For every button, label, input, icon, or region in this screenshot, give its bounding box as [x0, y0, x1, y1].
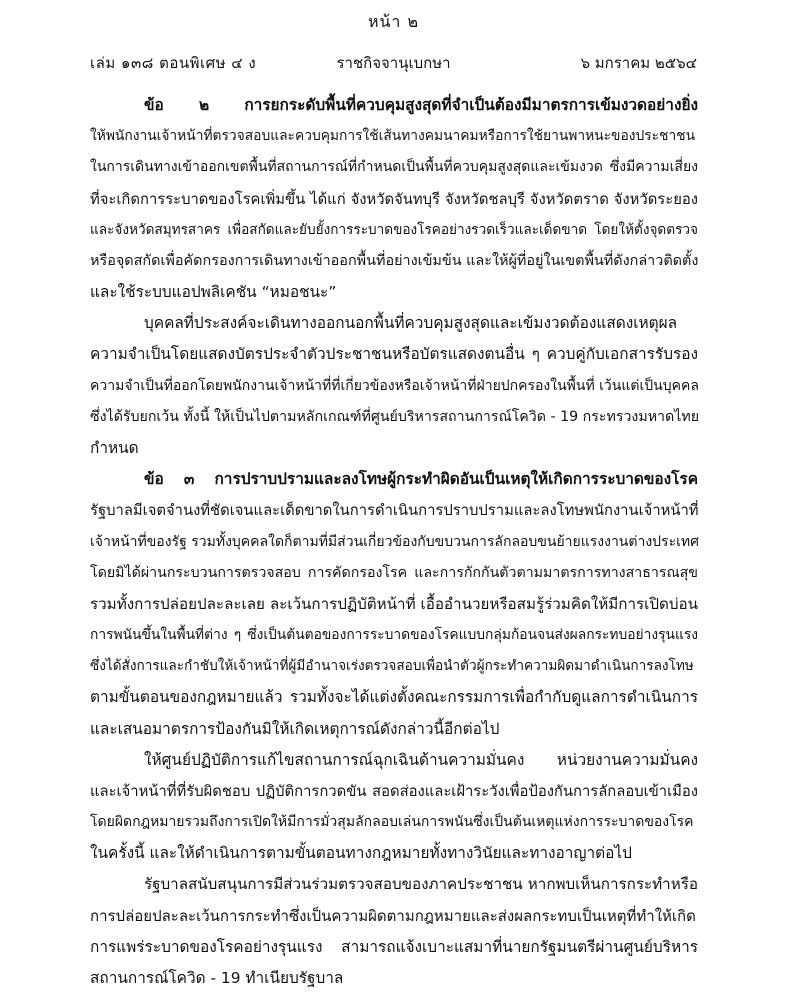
text-line: รวมทั้งการปล่อยปละละเลย ละเว้นการปฏิบัติหน้าที่ เอื้ออำนวยหรือสมรู้ร่วมคิดให้มีการเปิดบ่อน	[90, 595, 698, 613]
text-line: รัฐบาลมีเจตจำนงที่ชัดเจนและเด็ดขาดในการดำเนินการปราบปรามและลงโทษพนักงานเจ้าหน้าที่	[90, 502, 699, 519]
page-number: หน้า ๒	[367, 12, 420, 31]
text-line: กำหนด	[90, 439, 139, 457]
text-line: ให้ศูนย์ปฏิบัติการแก้ไขสถานการณ์ฉุกเฉินด้านความมั่นคง หน่วยงานความมั่นคง	[144, 751, 698, 769]
text-line: การปล่อยปละละเว้นการกระทำซึ่งเป็นความผิดตามกฎหมายและส่งผลกระทบเป็นเหตุที่ทำให้เกิด	[90, 907, 696, 925]
text-line: ให้พนักงานเจ้าหน้าที่ตรวจสอบและควบคุมการใช้เส้นทางคมนาคมหรือการใช้ยานพาหนะของประชาชน	[90, 128, 695, 144]
text-line: และจังหวัดสมุทรสาคร เพื่อสกัดและยับยั้งการระบาดของโรคอย่างรวดเร็วและเด็ดขาด โดยให้ตั้งจุดตรวจ	[90, 222, 698, 238]
text-line: โดยผิดกฎหมายรวมถึงการเปิดให้มีการมั่วสุมลักลอบเล่นการพนันซึ่งเป็นต้นเหตุแห่งการระบาดของโรค	[90, 814, 694, 830]
clause-2-heading: ข้อ ๒ การยกระดับพื้นที่ควบคุมสูงสุดที่จำเป็นต้องมีมาตรการเข้มงวดอย่างยิ่ง	[144, 96, 698, 114]
text-line: ที่จะเกิดการระบาดของโรคเพิ่มขึ้น ได้แก่ จังหวัดจันทบุรี จังหวัดชลบุรี จังหวัดตราด จังหวัดระยอง	[90, 191, 698, 208]
text-line: ในการเดินทางเข้าออกเขตพื้นที่สถานการณ์ที่กำหนดเป็นพื้นที่ควบคุมสูงสุดและเข้มงวด ซึ่งมีความเสี่ยง	[90, 159, 698, 175]
text-line: ในครั้งนี้ และให้ดำเนินการตามขั้นตอนทางกฎหมายทั้งทางวินัยและทางอาญาต่อไป	[90, 844, 632, 862]
text-line: โดยมิได้ผ่านกระบวนการตรวจสอบ การคัดกรองโรค และการกักกันตัวตามมาตรการทางสาธารณสุข	[90, 565, 698, 581]
text-line: การแพร่ระบาดของโรคอย่างรุนแรง สามารถแจ้งเบาะแสมาที่นายกรัฐมนตรีผ่านศูนย์บริหาร	[90, 938, 698, 956]
text-line: ความจำเป็นโดยแสดงบัตรประจำตัวประชาชนหรือบัตรแสดงตนอื่น ๆ ควบคู่กับเอกสารรับรอง	[90, 345, 698, 363]
text-line: การพนันขึ้นในพื้นที่ต่าง ๆ ซึ่งเป็นต้นตอของการระบาดของโรคแบบกลุ่มก้อนจนส่งผลกระทบอย่างรุนแรง	[90, 627, 698, 643]
text-line: หรือจุดสกัดเพื่อคัดกรองการเดินทางเข้าออกพื้นที่อย่างเข้มข้น และให้ผู้ที่อยู่ในเขตพื้นที่ดังกล่าวติดตั้ง	[90, 253, 699, 269]
text-line: ซึ่งได้รับยกเว้น ทั้งนี้ ให้เป็นไปตามหลักเกณฑ์ที่ศูนย์บริหารสถานการณ์โควิด - 19 กระทรวงมหาดไทย	[90, 409, 700, 425]
text-line: ซึ่งได้สั่งการและกำชับให้เจ้าหน้าที่ผู้มีอำนาจเร่งตรวจสอบเพื่อนำตัวผู้กระทำความผิดมาดำเนินการลงโทษ	[90, 658, 694, 674]
text-line: ตามขั้นตอนของกฎหมายแล้ว รวมทั้งจะได้แต่งตั้งคณะกรรมการเพื่อกำกับดูแลการดำเนินการ	[90, 688, 698, 706]
text-line: และใช้ระบบแอปพลิเคชัน “หมอชนะ”	[90, 283, 337, 301]
text-line: และเจ้าหน้าที่ที่รับผิดชอบ ปฏิบัติการกวดขัน สอดส่องและเฝ้าระวังเพื่อป้องกันการลักลอบเข้าเมือง	[90, 783, 698, 800]
text-line: รัฐบาลสนับสนุนการมีส่วนร่วมตรวจสอบของภาคประชาชน หากพบเห็นการกระทำหรือ	[144, 875, 698, 893]
text-line: และเสนอมาตรการป้องกันมิให้เกิดเหตุการณ์ดังกล่าวนี้อีกต่อไป	[90, 720, 500, 738]
gazette-volume: เล่ม ๑๓๘ ตอนพิเศษ ๔ ง	[90, 54, 257, 72]
gazette-date: ๖ มกราคม ๒๕๖๔	[580, 54, 697, 72]
text-line: สถานการณ์โควิด - 19 ทำเนียบรัฐบาล	[90, 969, 344, 987]
gazette-title: ราชกิจจานุเบกษา	[336, 54, 451, 72]
clause-3-heading: ข้อ ๓ การปราบปรามและลงโทษผู้กระทำผิดอันเป็นเหตุให้เกิดการระบาดของโรค	[144, 470, 698, 488]
text-line: เจ้าหน้าที่ของรัฐ รวมทั้งบุคคลใดก็ตามที่มีส่วนเกี่ยวข้องกับขบวนการลักลอบขนย้ายแรงงานต่างประเทศ	[90, 534, 699, 550]
text-line: ความจำเป็นที่ออกโดยพนักงานเจ้าหน้าที่ที่เกี่ยวข้องหรือเจ้าหน้าที่ฝ่ายปกครองในพื้นที่ เว้นแต่เป็นบุคคล	[90, 378, 699, 394]
text-line: บุคคลที่ประสงค์จะเดินทางออกนอกพื้นที่ควบคุมสูงสุดและเข้มงวดต้องแสดงเหตุผล	[144, 314, 678, 332]
